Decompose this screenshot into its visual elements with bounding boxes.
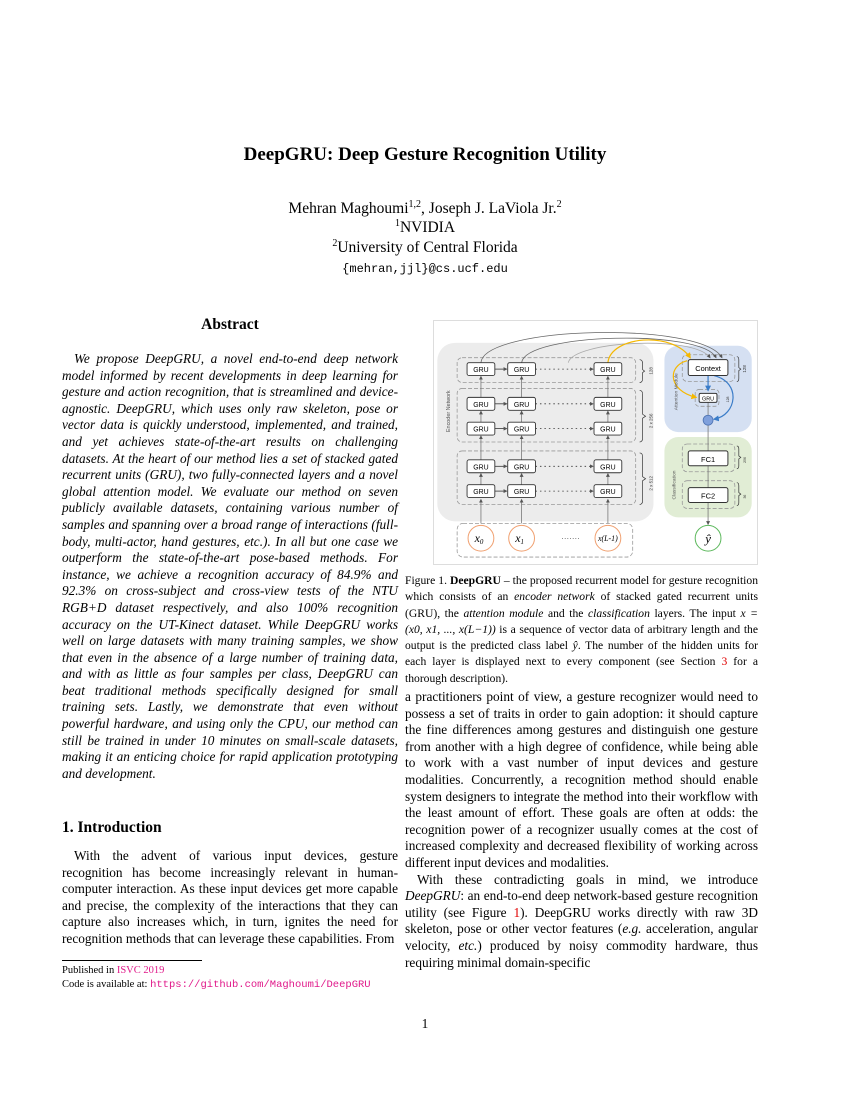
- author-sep: ,: [421, 200, 429, 218]
- footnote-rule: [62, 960, 202, 961]
- gru-label: GRU: [513, 367, 530, 375]
- text: : an end-to-end deep network-based gesture recognition utility (see Figure: [405, 888, 758, 920]
- affil-name: NVIDIA: [399, 219, 456, 237]
- input-label: x(L-1): [597, 534, 618, 544]
- email: {mehran,jjl}@cs.ucf.edu: [342, 262, 508, 276]
- caption-math: x = (x0, x1, ..., x(L−1)): [405, 606, 758, 636]
- caption-text: is a sequence of vector data of arbitrary length and the output is the predicted class label: [405, 622, 758, 653]
- units-mid: 2 x 256: [648, 413, 654, 429]
- venue-link[interactable]: ISVC 2019: [116, 965, 165, 976]
- caption-prefix: Figure 1.: [405, 574, 450, 587]
- paragraph: a practitioners point of view, a gesture recognizer would need to possess a set of traits in order to gain adoption: it should capture the fine differences among gestures and distinguish one gesture from another with a high degree of confidence, while being able to work with a vast number of input devices and gesture modalities. Concurrently, a recognition method should enable system designers to integrate the method into their workflow with the least amount of effort. These goals are often at odds: the recognition power of a recognizer usually comes at the cost of increased complexity and decreased flexibility of working across different input devices and modalities.: [405, 689, 758, 870]
- output-label: ŷ: [705, 532, 711, 547]
- section-ref-link[interactable]: 3: [721, 655, 728, 669]
- attention-label: Attention Module: [674, 373, 680, 411]
- affil-name: University of Central Florida: [337, 239, 518, 257]
- units-top: 128: [648, 367, 654, 375]
- units-bottom: 2 x 512: [648, 475, 654, 491]
- affil-mark: 1: [394, 218, 400, 229]
- affiliation-1: [0, 218, 850, 237]
- intro-text: With the advent of various input devices, gesture recognition has become increasingly relevant in human-computer interaction. As these input devices get more capable and precise, the complexity of the interactions that they can capture also increases which, in turn, ignites the need for recognition methods that can leverage these capabilities. From: [62, 848, 398, 946]
- text: acceleration, angular velocity,: [405, 921, 758, 953]
- input-label: x0: [474, 531, 484, 547]
- affil-mark: 2: [332, 238, 338, 249]
- units-fc1: 256: [742, 457, 747, 463]
- authors: [0, 199, 850, 218]
- author-1-affil: 1,2: [408, 199, 422, 210]
- caption-text: layers. The input: [649, 606, 741, 620]
- affiliation-2: [0, 238, 850, 257]
- gru-label: GRU: [600, 489, 616, 497]
- attention-node: [703, 415, 713, 425]
- units-context: 128: [741, 365, 747, 373]
- caption-text: for a thorough description).: [405, 655, 758, 685]
- right-column-text: [405, 689, 758, 971]
- text: ) produced by noisy commodity hardware, thus requiring minimal domain-specific: [405, 937, 758, 970]
- gru-label: GRU: [473, 464, 489, 472]
- emph: DeepGRU: [405, 888, 461, 904]
- footnotes: [62, 964, 402, 992]
- fc2-label: FC2: [701, 491, 716, 501]
- architecture-diagram: [434, 321, 757, 564]
- gru-label: GRU: [473, 401, 489, 409]
- input-dots: ·······: [561, 534, 580, 544]
- figure-ref-link[interactable]: 1: [513, 904, 521, 920]
- author-2: Joseph J. LaViola Jr.: [428, 200, 557, 218]
- gru-label: GRU: [473, 489, 489, 497]
- gru-label: GRU: [513, 426, 530, 434]
- intro-heading: 1. Introduction: [62, 819, 162, 836]
- gru-label: GRU: [473, 367, 489, 375]
- author-2-affil: 2: [556, 199, 562, 210]
- gru-label: GRU: [513, 401, 530, 409]
- paragraph: [405, 872, 758, 972]
- caption-emph: encoder network: [514, 590, 595, 604]
- units-attn-gru: 128: [725, 396, 730, 403]
- caption-emph: attention module: [463, 606, 544, 620]
- classification-label: Classification: [672, 470, 678, 500]
- fc1-label: FC1: [701, 454, 716, 464]
- emph: e.g.: [622, 921, 642, 937]
- gru-label: GRU: [473, 426, 489, 434]
- paper-title: DeepGRU: Deep Gesture Recognition Utility: [243, 144, 607, 165]
- input-label: x1: [515, 531, 524, 547]
- context-label: Context: [695, 364, 721, 374]
- caption-emph: classification: [588, 606, 650, 620]
- gru-label: GRU: [600, 464, 616, 472]
- gru-label: GRU: [600, 426, 616, 434]
- text: With these contradicting goals in mind, we introduce: [417, 871, 758, 887]
- page-number: 1: [421, 1016, 429, 1031]
- caption-text: – the proposed recurrent model for gesture recognition which consists of an: [405, 574, 759, 604]
- code-label: Code is available at:: [62, 979, 151, 990]
- caption-name: DeepGRU: [449, 574, 501, 587]
- caption-text: and the: [543, 606, 589, 620]
- attention-gru-label: GRU: [702, 396, 715, 403]
- published-label: Published in: [62, 965, 117, 976]
- gru-label: GRU: [513, 489, 530, 497]
- encoder-label: Encoder Network: [446, 390, 453, 433]
- units-fc2: 36: [742, 494, 747, 499]
- caption-text: . The number of the hidden units for each layer is displayed next to every component (see Section: [405, 639, 758, 669]
- abstract-text: We propose DeepGRU, a novel end-to-end deep network model informed by recent developments in deep learning for gesture and action recognition, that is streamlined and device-agnostic. DeepGRU, which uses only raw skeleton, pose or vector data is quickly understood, implemented, and trained, and yet achieves state-of-the-art results on challenging datasets. At the heart of our method lies a set of stacked gated recurrent units (GRU), two fully-connected layers and a novel global attention model. We evaluate our method on seven publicly available datasets, containing various number of samples and spanning over a broad range of interactions (full-body, multi-actor, hand gestures, etc.). In all but one case we outperform the state-of-the-art pose-based methods. For instance, we achieve a recognition accuracy of 84.9% and 92.3% on cross-subject and cross-view tests of the NTU RGB+D dataset respectively, and also 100% recognition accuracy on the UT-Kinect dataset. While DeepGRU works well on large datasets with many training samples, we show that even in the absence of a large number of training data, and with as little as four samples per class, DeepGRU can beat traditional methods specifically designed for small training sets. Lastly, we demonstrate that even without powerful hardware, and using only the CPU, our method can still be trained in under 10 minutes on small-scale datasets, making it an enticing choice for rapid application prototyping and development.: [62, 351, 398, 781]
- text: ). DeepGRU works directly with raw 3D skeleton, pose or other vector features (: [405, 904, 758, 937]
- caption-math: ŷ: [572, 639, 578, 653]
- author-1: Mehran Maghoumi: [288, 200, 409, 218]
- code-url-link[interactable]: https://github.com/Maghoumi/DeepGRU: [150, 979, 371, 991]
- emph: etc.: [458, 937, 478, 953]
- figure-caption: [405, 573, 758, 687]
- gru-label: GRU: [513, 464, 530, 472]
- gru-label: GRU: [600, 367, 616, 375]
- caption-text: of stacked gated recurrent units (GRU), the: [405, 590, 759, 620]
- gru-label: GRU: [600, 401, 616, 409]
- figure-1: [433, 320, 758, 565]
- abstract-heading: Abstract: [201, 316, 259, 333]
